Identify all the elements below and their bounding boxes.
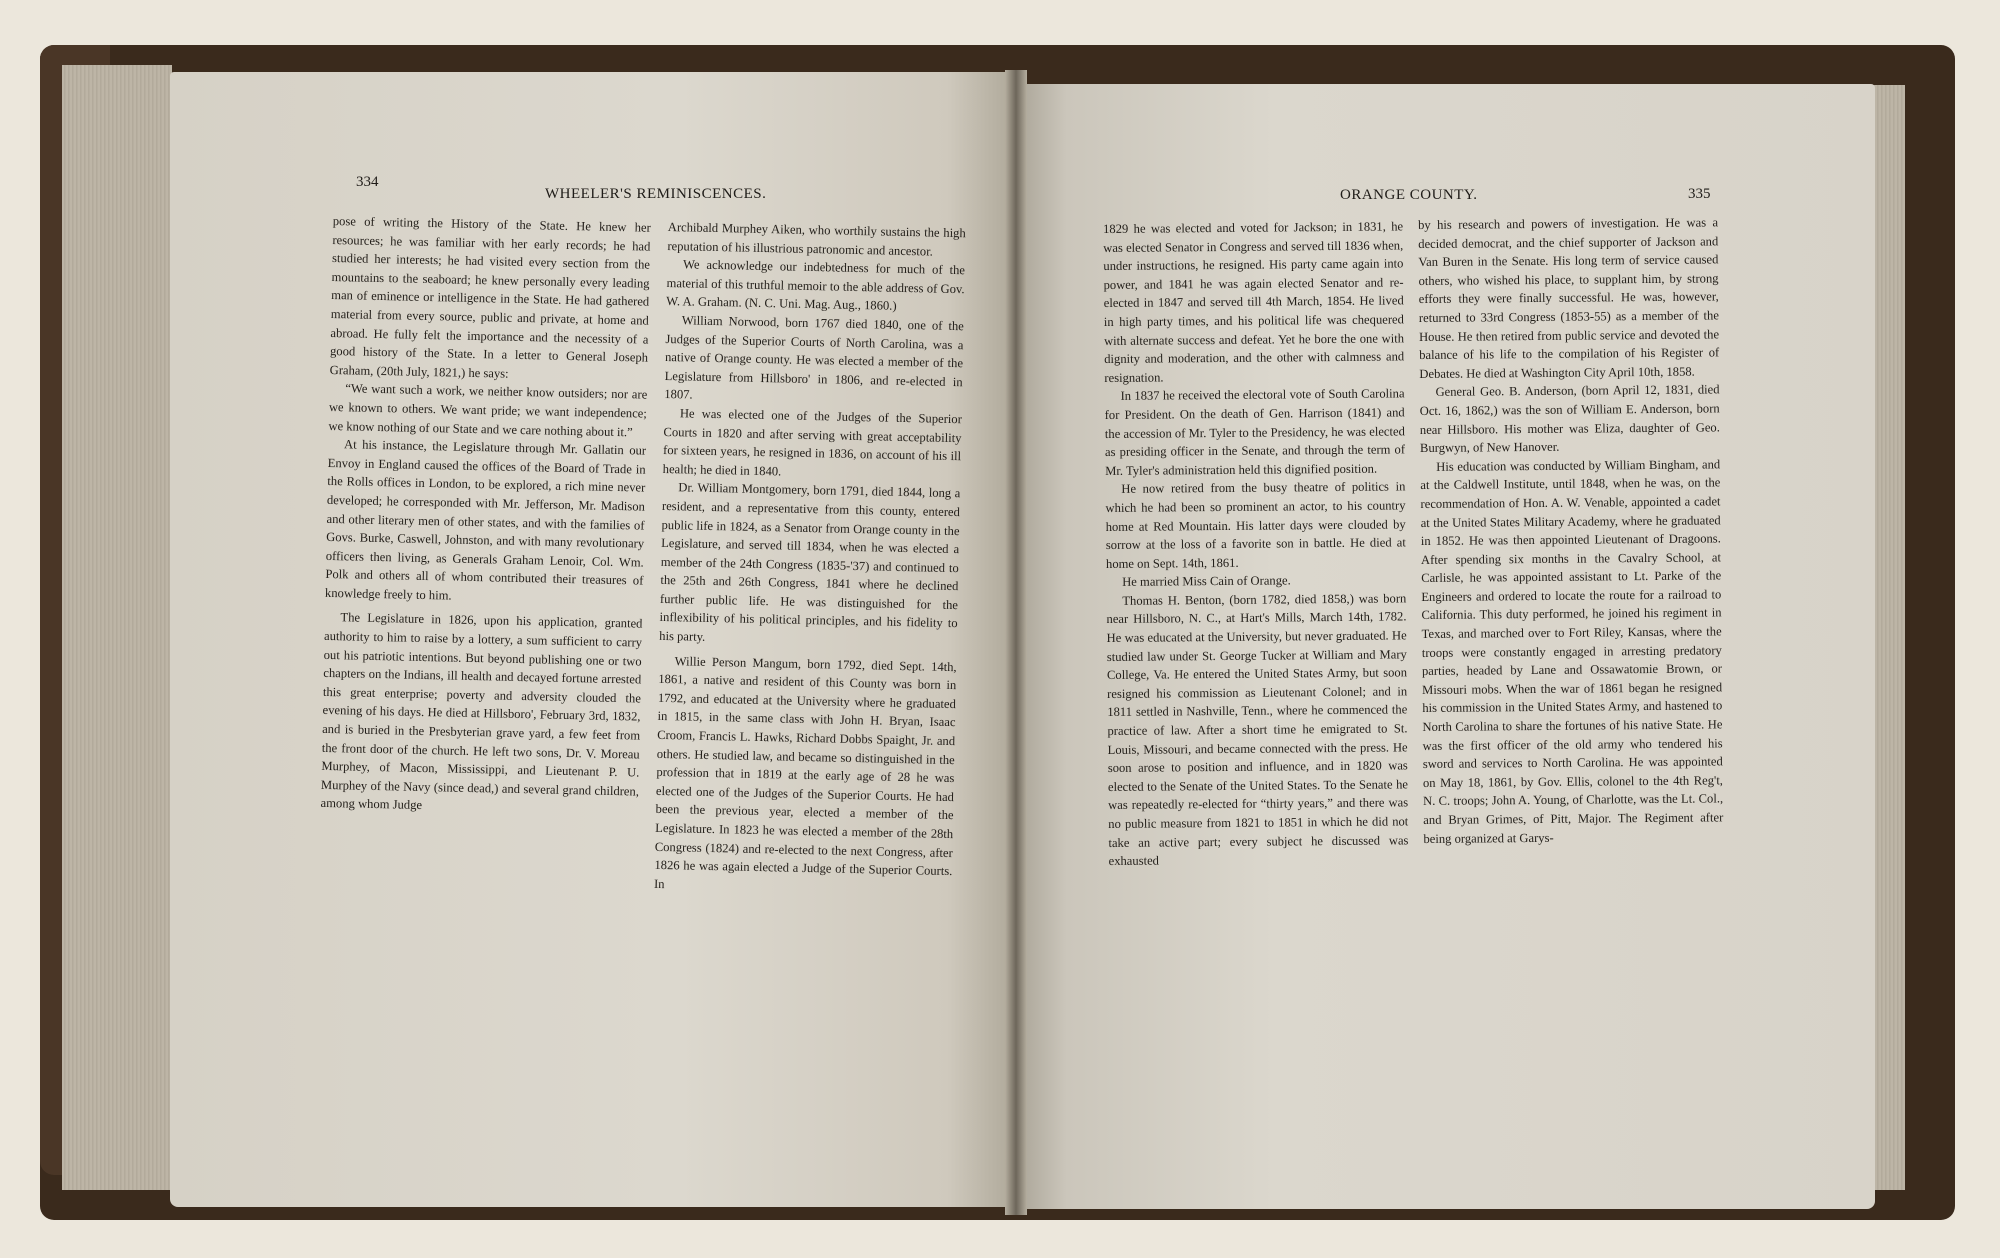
paragraph: Willie Person Mangum, born 1792, died Sept. 14th, 1861, a native and resident of this County was born in 1792, and educated at the University where he graduated in 1815, in the same class with John H. Bryan, Isaac Croom, Francis L. Hawks, Richard Dobbs Spaight, Jr. and others. He studied law, and became so distinguished in the profession that in 1819 at the early age of 28 he was elected one of the Judges of the Superior Courts. He had been the previous year, elected a member of the Legislature. In 1823 he was elected a member of the 28th Congress (1824) and re-elected to the next Congress, after 1826 he was again elected a Judge of the Superior Courts. In (653, 653, 957, 891)
paragraph: by his research and powers of investigation. He was a decided democrat, and the chief supporter of Jackson and Van Buren in the Senate. His long term of service caused others, who wished his place, to supplant him, by strong efforts they were finally successful. He was, however, returned to 33rd Congress (1853-55) as a member of the House. He then retired from public service and devoted the balance of his life to the compilation of his Register of Debates. He died at Washington City April 10th, 1858. (1418, 215, 1720, 381)
left-page-stack (62, 65, 172, 1190)
paragraph: His education was conducted by William Bingham, and at the Caldwell Institute, until 1848, when he was, on the recommendation of Hon. A. W. Venable, appointed a cadet at the United States Military Academy, where he graduated in 1852. He was then appointed Lieutenant of Dragoons. After spending six months in the Cavalry School, at Carlisle, he was appointed assistant to Lt. Parke of the Engineers and ordered to locate the route for a railroad to California. This duty performed, he joined his regiment in Texas, and marched over to Fort Riley, Kansas, where the troops were constantly engaged in arresting predatory parties, headed by Lane and Ossawatomie Brown, or Missouri mobs. When the war of 1861 began he resigned his commission in the United States Army, and hastened to North Carolina to share the fortunes of his native State. He was the first officer of the old army who tendered his sword and services to North Carolina. He was appointed on May 18, 1861, by Gov. Ellis, colonel to the 4th Reg't, N. C. troops; John A. Young, of Charlotte, was the Lt. Col., and Bryan Grimes, of Pitt, Major. The Regiment after being organized at Garys- (1420, 457, 1724, 846)
left-page-column-2 (654, 218, 966, 899)
right-page-column-2 (1418, 213, 1724, 848)
paragraph: He married Miss Cain of Orange. (1122, 573, 1291, 590)
left-running-head: WHEELER'S REMINISCENCES. (545, 186, 767, 202)
paragraph: 1829 he was elected and voted for Jackson; in 1831, he was elected Senator in Congress and served till 1836 when, under instructions, he resigned. His party came again into power, and 1841 he was again elected Senator and re-elected in 1847 and served till 4th March, 1854. He lived in high party times, and his political life was chequered with alternate success and defeat. Yet he bore the one with dignity and moderation, and the other with calmness and resignation. (1103, 219, 1405, 385)
paragraph: In 1837 he received the electoral vote of South Carolina for President. On the death of Gen. Harrison (1841) and the accession of Mr. Tyler to the Presidency, he was elected as presiding officer in the Senate, and through the term of Mr. Tyler's administration held this dignified position. (1104, 386, 1406, 478)
paragraph: Thomas H. Benton, (born 1782, died 1858,) was born near Hillsboro, N. C., at Hart's Mills, March 14th, 1782. He was educated at the University, but never graduated. He studied law under St. George Tucker at William and Mary College, Va. He entered the United States Army, but soon resigned his commission as Lieutenant Colonel; and in 1811 settled in Nashville, Tenn., where he commenced the practice of law. After a short time he emigrated to St. Louis, Missouri, and became connected with the press. He soon arose to position and influence, and in 1820 was elected to the Senate of the United States. To the Senate he was repeatedly re-elected for “thirty years,” and there was no public measure from 1821 to 1851 in which he did not take an active part; every subject he discussed was exhausted (1106, 591, 1409, 869)
paragraph: Dr. William Montgomery, born 1791, died 1844, long a resident, and a representative from this county, entered public life in 1824, as a Senator from Orange county in the Legislature, and served till 1834, when he was elected a member of the 24th Congress (1835-'37) and continued to the 25th and 26th Congress, 1841 where he declined further public life. He was distinguished for the inflexibility of his political principles, and his fidelity to his party. (659, 480, 961, 644)
right-page-column-1 (1103, 217, 1409, 870)
paragraph: pose of writing the History of the State. He knew her resources; he was familiar with her early records; he had studied her interests; he had visited every section from the mountains to the seaboard; he knew personally every leading man of eminence or intelligence in the State. He had gathered material from every source, public and private, at home and abroad. He fully felt the importance and the necessity of a good history of the State. In a letter to General Joseph Graham, (20th July, 1821,) he says: (329, 213, 651, 381)
paragraph: He was elected one of the Judges of the Superior Courts in 1820 and after serving with great acceptability for sixteen years, he resigned in 1836, on account of his ill health; he died in 1840. (662, 406, 962, 479)
paragraph: General Geo. B. Anderson, (born April 12, 1831, died Oct. 16, 1862,) was the son of William E. Anderson, born near Hillsboro. His mother was Eliza, daughter of Geo. Burgwyn, of New Hanover. (1419, 382, 1720, 456)
paragraph: We acknowledge our indebtedness for much of the material of this truthful memoir to the able address of Gov. W. A. Graham. (N. C. Uni. Mag. Aug., 1860.) (666, 257, 966, 314)
paragraph: “We want such a work, we neither know outsiders; nor are we known to others. We want pride; we want independence; we know nothing of our State and we care nothing about it.” (328, 381, 648, 439)
book-gutter (1005, 70, 1027, 1215)
left-page-number: 334 (356, 174, 379, 190)
paragraph: At his instance, the Legislature through Mr. Gallatin our Envoy in England caused the offices of the Board of Trade in the Rolls offices in London, to be explored, a rich mine never developed; he corresponded with Mr. Jefferson, Mr. Madison and other literary men of other states, and with the families of Govs. Burke, Caswell, Johnston, and with many revolutionary officers then living, as Generals Graham Lenoir, Col. Wm. Polk and others all of whom contributed their treasures of knowledge freely to him. (324, 437, 647, 603)
paragraph: The Legislature in 1826, upon his application, granted authority to him to raise by a lottery, a sum sufficient to carry out his patriotic intentions. But beyond publishing one or two chapters on the Indians, ill health and decayed fortune arrested this great enterprise; poverty and adversity clouded the evening of his days. He died at Hillsboro', February 3rd, 1832, and is buried in the Presbyterian grave yard, a few feet from the front door of the church. He left two sons, Dr. V. Moreau Murphey, of Macon, Mississippi, and Lieutenant P. U. Murphey of the Navy (since dead,) and several grand children, among whom Judge (320, 610, 643, 813)
right-running-head: ORANGE COUNTY. (1340, 187, 1478, 203)
paragraph: He now retired from the busy theatre of politics in which he had been so prominent an actor, to his country home at Red Mountain. His latter days were clouded by sorrow at the loss of a favorite son in battle. He died at home on Sept. 14th, 1861. (1105, 479, 1406, 571)
paragraph: William Norwood, born 1767 died 1840, one of the Judges of the Superior Courts of North Carolina, was a native of Orange county. He was elected a member of the Legislature from Hillsboro' in 1806, and re-elected in 1807. (664, 313, 964, 402)
paragraph: Archibald Murphey Aiken, who worthily sustains the high reputation of his illustrious patronomic and ancestor. (667, 219, 966, 259)
left-page-column-1 (320, 212, 651, 820)
right-page-number: 335 (1688, 186, 1711, 202)
